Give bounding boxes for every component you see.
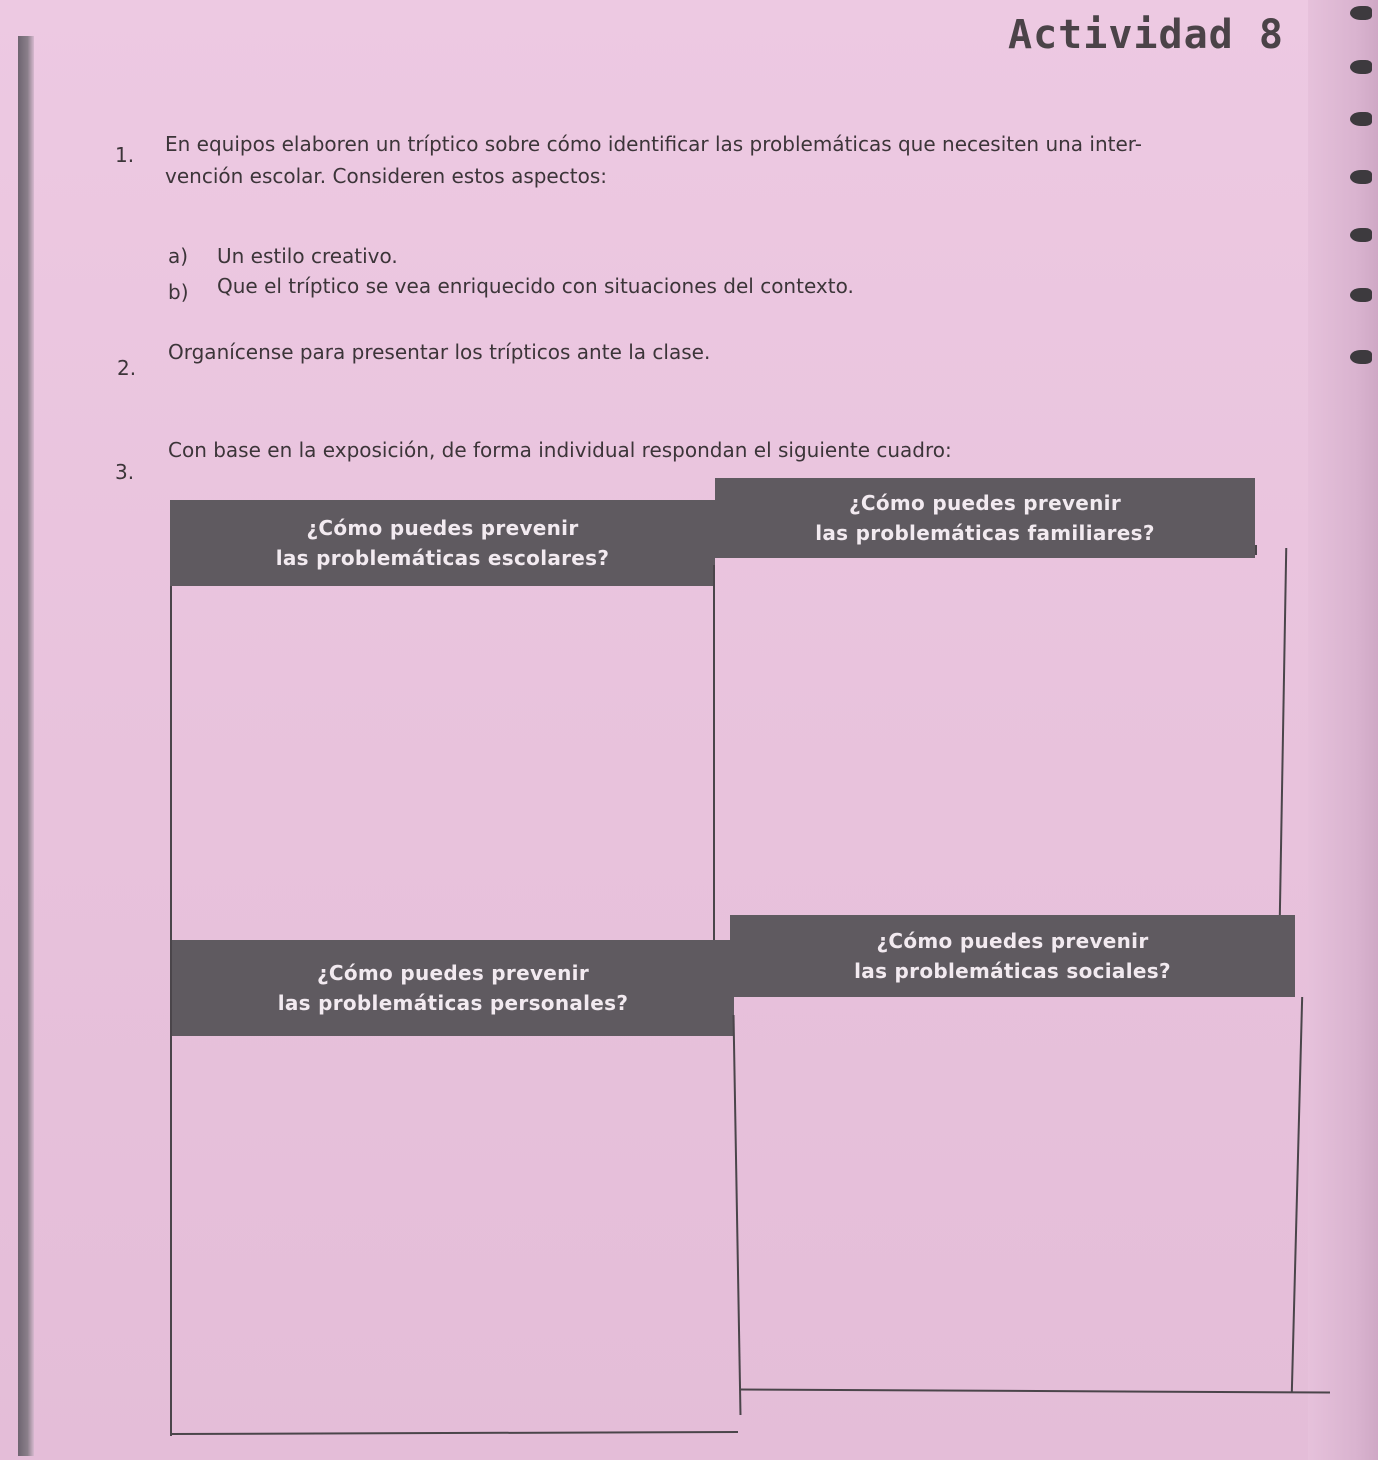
activity-title: Actividad 8 [1008,12,1284,58]
item-b-label: b) [168,280,189,304]
header-line: ¿Cómo puedes prevenir [876,929,1149,953]
header-line: las problemáticas personales? [277,991,629,1015]
q1-text-line2: vención escolar. Consideren estos aspectos: [165,164,607,188]
spiral-ring [1350,112,1372,126]
spiral-ring [1350,228,1372,242]
spiral-ring [1350,60,1372,74]
header-line: ¿Cómo puedes prevenir [306,516,579,540]
item-a-label: a) [168,244,189,268]
divider-line [713,565,715,940]
header-personal-problems [172,940,734,1036]
answer-cell-social[interactable] [742,997,1327,1392]
spiral-ring [1350,6,1372,20]
header-line: ¿Cómo puedes prevenir [316,961,590,985]
q2-number: 2. [117,356,137,380]
q2-text: Organícense para presentar los trípticos ante la clase. [168,340,711,364]
header-family-problems [715,478,1255,558]
spiral-ring [1350,350,1372,364]
item-a-text: Un estilo creativo. [217,244,398,268]
item-b-text: Que el tríptico se vea enriquecido con situaciones del contexto. [217,274,854,298]
answer-cell-school[interactable] [172,586,712,936]
border-line [170,586,172,1436]
spiral-ring [1350,288,1372,302]
divider-line [1255,545,1257,555]
answer-cell-family[interactable] [718,558,1283,918]
header-line: las problemáticas sociales? [854,959,1171,983]
q1-text-line1: En equipos elaboren un tríptico sobre cómo identificar las problemáticas que necesiten una inter- [165,132,1142,156]
header-line: las problemáticas escolares? [275,546,610,570]
header-school-problems [170,500,715,586]
header-line: ¿Cómo puedes prevenir [848,491,1122,515]
bottom-line [172,1431,738,1435]
header-line: las problemáticas familiares? [815,521,1155,545]
q3-number: 3. [115,460,135,484]
header-social-problems [730,915,1295,997]
binding-shadow [18,36,34,1456]
q1-number: 1. [115,143,135,167]
answer-cell-personal[interactable] [174,1036,734,1426]
q3-text: Con base en la exposición, de forma individual respondan el siguiente cuadro: [168,438,952,462]
spiral-ring [1350,170,1372,184]
